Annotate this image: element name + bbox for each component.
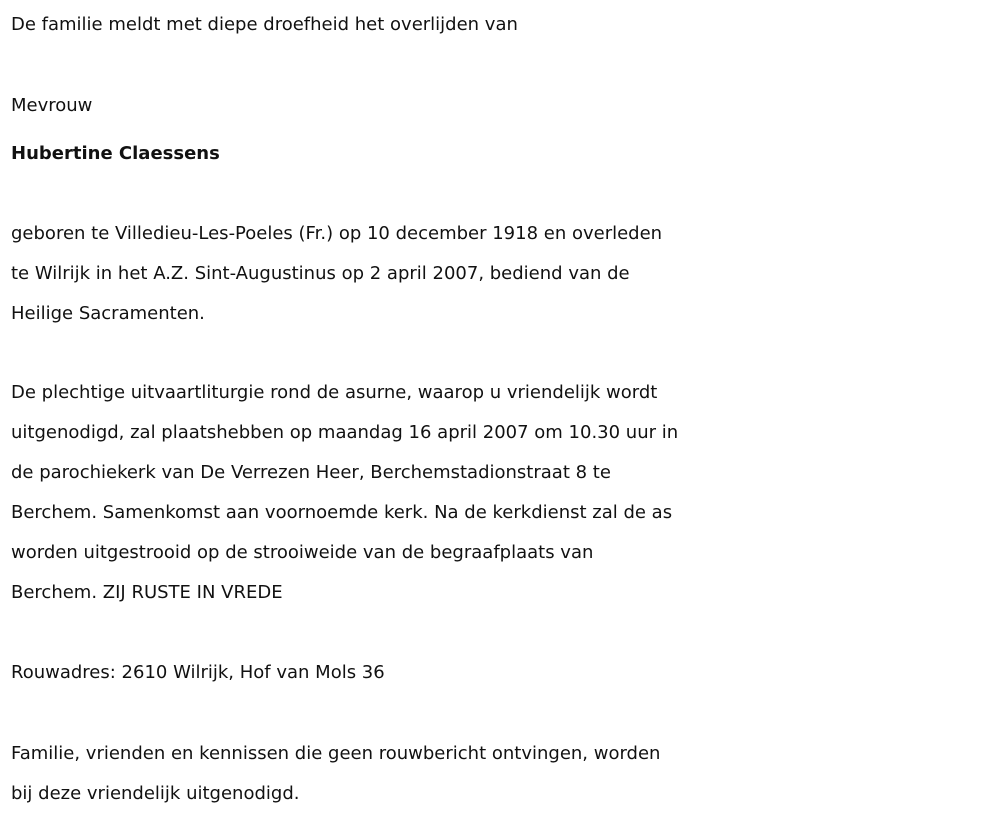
paragraph-line: Familie, vrienden en kennissen die geen rouwbericht ontvingen, worden [11, 743, 661, 764]
funeral-paragraph [11, 373, 992, 613]
paragraph-line: worden uitgestrooid op de strooiweide van de begraafplaats van [11, 542, 594, 563]
honorific-line: Mevrouw [11, 95, 93, 116]
closing-paragraph [11, 734, 992, 814]
paragraph-line: te Wilrijk in het A.Z. Sint-Augustinus op 2 april 2007, bediend van de [11, 263, 630, 284]
paragraph-line: De plechtige uitvaartliturgie rond de asurne, waarop u vriendelijk wordt [11, 382, 658, 403]
deceased-name [11, 134, 992, 174]
mourning-address [11, 653, 992, 693]
paragraph-line: bij deze vriendelijk uitgenodigd. [11, 783, 300, 804]
paragraph-line: Berchem. ZIJ RUSTE IN VREDE [11, 582, 283, 603]
paragraph-line: geboren te Villedieu-Les-Poeles (Fr.) op 10 december 1918 en overleden [11, 223, 663, 244]
paragraph-line: uitgenodigd, zal plaatshebben op maandag 16 april 2007 om 10.30 uur in [11, 422, 679, 443]
honorific [11, 86, 992, 126]
intro-line: De familie meldt met diepe droefheid het overlijden van [11, 14, 518, 35]
mourning-address-line: Rouwadres: 2610 Wilrijk, Hof van Mols 36 [11, 662, 385, 683]
deceased-name-line: Hubertine Claessens [11, 143, 220, 164]
paragraph-line: Heilige Sacramenten. [11, 303, 205, 324]
paragraph-line: Berchem. Samenkomst aan voornoemde kerk. Na de kerkdienst zal de as [11, 502, 673, 523]
birth-death-paragraph [11, 214, 992, 334]
intro-text [11, 5, 992, 45]
paragraph-line: de parochiekerk van De Verrezen Heer, Berchemstadionstraat 8 te [11, 462, 611, 483]
